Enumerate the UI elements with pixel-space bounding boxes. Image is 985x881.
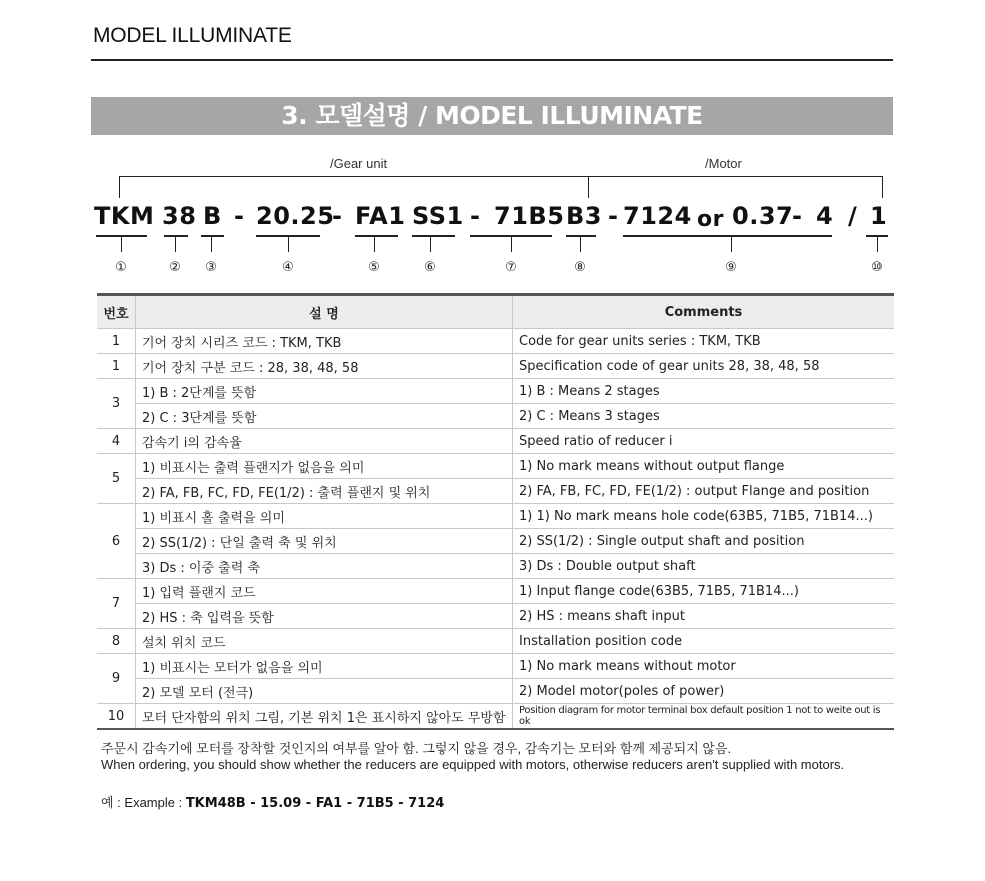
row-description-kr: 1) 비표시는 모터가 없음을 의미	[136, 654, 513, 679]
row-number: 1	[97, 329, 136, 354]
code-underline	[164, 235, 188, 237]
row-comment-en: 2) HS : means shaft input	[513, 604, 895, 629]
code-tick	[731, 236, 732, 252]
row-description-kr: 2) FA, FB, FC, FD, FE(1/2) : 출력 플랜지 및 위치	[136, 479, 513, 504]
part-number: ⑦	[505, 259, 517, 274]
row-comment-en: 1) No mark means without output flange	[513, 454, 895, 479]
row-number: 7	[97, 579, 136, 629]
code-dash: -	[470, 202, 481, 230]
table-row	[97, 704, 894, 730]
code-underline	[201, 235, 224, 237]
table-row	[97, 654, 894, 679]
row-comment-en: 3) Ds : Double output shaft	[513, 554, 895, 579]
header-divider	[91, 59, 893, 61]
code-tick	[121, 236, 122, 252]
table-row	[97, 404, 894, 429]
ordering-note-kr: 주문시 감속기에 모터를 장착할 것인지의 여부를 알아 함. 그렇지 않을 경우, 감속기는 모터와 함께 제공되지 않음.	[101, 741, 732, 756]
row-description-kr: 2) C : 3단계를 뜻함	[136, 404, 513, 429]
code-series: TKM	[94, 202, 155, 230]
part-number: ②	[169, 259, 181, 274]
row-comment-en: 1) No mark means without motor	[513, 654, 895, 679]
row-description-kr: 3) Ds : 이중 출력 축	[136, 554, 513, 579]
code-size: 38	[162, 202, 197, 230]
table-row	[97, 429, 894, 454]
table-row	[97, 554, 894, 579]
row-description-kr: 1) B : 2단계를 뜻함	[136, 379, 513, 404]
example-line	[101, 792, 444, 811]
row-number: 8	[97, 629, 136, 654]
table-row	[97, 504, 894, 529]
example-code: TKM48B - 15.09 - FA1 - 71B5 - 7124	[185, 796, 445, 811]
table-row	[97, 629, 894, 654]
row-comment-en: 2) C : Means 3 stages	[513, 404, 895, 429]
table-row	[97, 379, 894, 404]
row-comment-en: 2) FA, FB, FC, FD, FE(1/2) : output Flange and position	[513, 479, 895, 504]
row-description-kr: 2) SS(1/2) : 단일 출력 축 및 위치	[136, 529, 513, 554]
code-dash: -	[792, 202, 803, 230]
gear-unit-bracket-left	[119, 176, 120, 198]
row-comment-en: Code for gear units series : TKM, TKB	[513, 329, 895, 354]
table-row	[97, 604, 894, 629]
code-terminal: 1	[870, 202, 888, 230]
row-comment-en: Installation position code	[513, 629, 895, 654]
header-comments: Comments	[513, 295, 895, 329]
code-power: 0.37	[732, 202, 794, 230]
row-comment-en: Specification code of gear units 28, 38, 48, 58	[513, 354, 895, 379]
table-row	[97, 529, 894, 554]
code-poles: 4	[816, 202, 834, 230]
code-tick	[580, 236, 581, 252]
code-tick	[211, 236, 212, 252]
code-tick	[175, 236, 176, 252]
part-number: ⑤	[368, 259, 380, 274]
row-comment-en: 1) 1) No mark means hole code(63B5, 71B5, 71B14...)	[513, 504, 895, 529]
row-comment-en: 1) B : Means 2 stages	[513, 379, 895, 404]
row-description-kr: 2) 모델 모터 (전극)	[136, 679, 513, 704]
code-tick	[288, 236, 289, 252]
code-dash: -	[332, 202, 343, 230]
row-description-kr: 기어 장치 구분 코드 : 28, 38, 48, 58	[136, 354, 513, 379]
part-number: ⑩	[871, 259, 883, 274]
code-underline	[623, 235, 832, 237]
part-number: ④	[282, 259, 294, 274]
code-ratio: 20.25	[256, 202, 335, 230]
row-comment-en: 1) Input flange code(63B5, 71B5, 71B14...)	[513, 579, 895, 604]
code-shaft: SS1	[412, 202, 464, 230]
row-comment-en: 2) Model motor(poles of power)	[513, 679, 895, 704]
table-header-row	[97, 295, 894, 329]
row-comment-en: 2) SS(1/2) : Single output shaft and position	[513, 529, 895, 554]
code-input: 71B5	[494, 202, 565, 230]
row-number: 6	[97, 504, 136, 579]
gear-unit-bracket	[119, 176, 589, 177]
code-tick	[430, 236, 431, 252]
code-tick	[511, 236, 512, 252]
header-no: 번호	[97, 295, 136, 329]
code-position: B3	[566, 202, 602, 230]
code-stage: B	[203, 202, 222, 230]
part-number: ⑧	[574, 259, 586, 274]
row-number: 1	[97, 354, 136, 379]
table-row	[97, 354, 894, 379]
table-row	[97, 679, 894, 704]
table-row	[97, 579, 894, 604]
row-description-kr: 1) 입력 플랜지 코드	[136, 579, 513, 604]
table-row	[97, 454, 894, 479]
row-number: 5	[97, 454, 136, 504]
part-number: ①	[115, 259, 127, 274]
code-slash: /	[848, 202, 858, 230]
row-comment-en: Position diagram for motor terminal box default position 1 not to weite out is ok	[513, 704, 895, 730]
row-number: 9	[97, 654, 136, 704]
row-description-kr: 설치 위치 코드	[136, 629, 513, 654]
section-banner: 3. 모델설명 / MODEL ILLUMINATE	[91, 97, 893, 135]
motor-label: /Motor	[705, 156, 742, 171]
table-row	[97, 479, 894, 504]
spec-table	[97, 293, 894, 730]
row-number: 10	[97, 704, 136, 730]
code-motor: 7124	[623, 202, 692, 230]
example-label: 예 : Example :	[101, 795, 186, 810]
row-description-kr: 1) 비표시 홀 출력을 의미	[136, 504, 513, 529]
row-description-kr: 2) HS : 축 입력을 뜻함	[136, 604, 513, 629]
ordering-note-en: When ordering, you should show whether the reducers are equipped with motors, otherwise reducers aren't supplied with motors.	[101, 757, 845, 772]
gear-unit-bracket-right	[588, 176, 589, 198]
code-tick	[374, 236, 375, 252]
page-header-title: MODEL ILLUMINATE	[93, 24, 292, 47]
row-description-kr: 감속기 i의 감속율	[136, 429, 513, 454]
code-dash: -	[234, 202, 245, 230]
code-underline	[566, 235, 596, 237]
header-description: 설 명	[136, 295, 513, 329]
code-underline	[355, 235, 398, 237]
code-dash: -	[608, 202, 619, 230]
motor-bracket	[589, 176, 882, 177]
part-number: ③	[205, 259, 217, 274]
table-row	[97, 329, 894, 354]
code-tick	[877, 236, 878, 252]
part-number: ⑨	[725, 259, 737, 274]
motor-bracket-right	[882, 176, 883, 198]
row-description-kr: 모터 단자함의 위치 그림, 기본 위치 1은 표시하지 않아도 무방함	[136, 704, 513, 730]
row-description-kr: 1) 비표시는 출력 플랜지가 없음을 의미	[136, 454, 513, 479]
row-comment-en: Speed ratio of reducer i	[513, 429, 895, 454]
code-underline	[412, 235, 455, 237]
row-description-kr: 기어 장치 시리즈 코드 : TKM, TKB	[136, 329, 513, 354]
part-number: ⑥	[424, 259, 436, 274]
code-or: or	[697, 207, 724, 232]
gear-unit-label: /Gear unit	[330, 156, 388, 171]
row-number: 4	[97, 429, 136, 454]
row-number: 3	[97, 379, 136, 429]
code-flange: FA1	[355, 202, 406, 230]
